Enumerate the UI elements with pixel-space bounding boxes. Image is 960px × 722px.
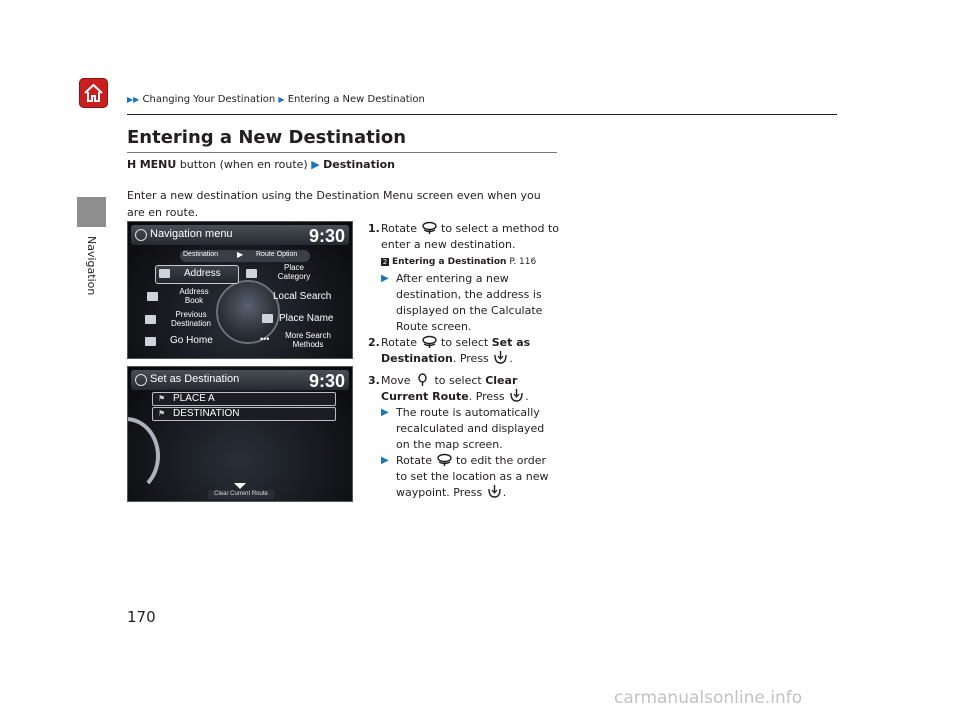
breadcrumb-item-changing-destination[interactable]: Changing Your Destination (142, 94, 276, 105)
route-row-destination[interactable] (152, 407, 336, 421)
step-number: 3. (368, 374, 380, 387)
move-dial-icon (414, 373, 431, 387)
section-label: Navigation (85, 236, 98, 296)
clear-current-route-button[interactable] (208, 490, 274, 499)
set-as-destination-screen (127, 366, 353, 502)
step-text: Move (381, 374, 414, 387)
breadcrumb (127, 94, 425, 105)
nav-icon (135, 229, 147, 241)
step-text: . Press (468, 390, 509, 403)
screen-title: Set as Destination (150, 373, 240, 385)
menu-path-target: Destination (323, 158, 395, 171)
step-3-result-1 (368, 405, 560, 453)
navigation-menu-screen (127, 221, 353, 359)
destination-flag-icon: ⚑ (158, 409, 166, 418)
watermark: carmanualsonline.info (614, 688, 803, 708)
step-number: 2. (368, 336, 380, 349)
page-number: 170 (127, 608, 156, 626)
procedure-steps (368, 221, 560, 501)
menu-key-label: MENU (139, 158, 177, 171)
section-tab-marker (77, 197, 106, 227)
intro-paragraph: Enter a new destination using the Destination Menu screen even when you are en route. (127, 189, 541, 219)
cross-reference-icon: 2 (382, 258, 388, 266)
step-text: Rotate (381, 336, 421, 349)
rotate-dial-icon (421, 335, 438, 349)
step-target: Set as Destination (381, 336, 531, 365)
clock: 9:30 (308, 371, 345, 391)
breadcrumb-arrow-icon: ▶▶ (127, 95, 140, 104)
press-dial-icon (492, 351, 509, 365)
waypoint-flag-icon: ⚑ (158, 394, 166, 403)
cross-reference[interactable] (381, 255, 560, 269)
more-dots-icon: ••• (260, 334, 270, 344)
tab-route-option[interactable]: Route Option (256, 251, 298, 258)
tab-arrow-icon: ▶ (237, 250, 244, 259)
breadcrumb-item-entering-new-destination[interactable]: Entering a New Destination (287, 94, 425, 105)
route-row-label: DESTINATION (173, 408, 240, 419)
press-dial-icon (508, 389, 525, 403)
step-text: . (525, 390, 529, 403)
place-category-icon (246, 269, 257, 278)
clear-current-route-label: Clear Current Route (214, 491, 268, 497)
rotate-dial-icon (436, 453, 453, 467)
place-category-option[interactable]: Place Category (277, 263, 311, 281)
breadcrumb-arrow-icon: ▶ (278, 95, 285, 104)
home-icon (83, 83, 104, 103)
tab-destination[interactable]: Destination (183, 251, 219, 258)
home-button[interactable] (79, 78, 108, 108)
more-search-methods-option[interactable]: More Search Methods (285, 331, 331, 349)
menu-path-text: button (when en route) (176, 158, 312, 171)
step-text: . (509, 352, 513, 365)
press-dial-icon (486, 485, 503, 499)
screen-header (131, 225, 349, 245)
step-3-result-2 (368, 453, 560, 501)
screen-header (131, 370, 349, 390)
address-icon (159, 269, 170, 278)
menu-path-arrow-icon: ▶ (311, 158, 320, 171)
result-text: After entering a new destination, the address is displayed on the Calculate Route screen. (396, 272, 543, 333)
place-name-option[interactable]: Place Name (279, 313, 334, 324)
result-text: to edit the order to set the location as a new waypoint. Press (396, 454, 549, 499)
step-1 (368, 221, 560, 253)
step-text: to select (431, 374, 486, 387)
result-text: The route is automatically recalculated and displayed on the map screen. (396, 406, 545, 451)
scroll-down-icon (234, 483, 246, 489)
result-arrow-icon: ▶ (381, 273, 389, 284)
nav-icon (135, 374, 147, 386)
rotate-dial-icon (421, 221, 438, 235)
result-arrow-icon: ▶ (381, 455, 389, 466)
step-2 (368, 335, 560, 367)
result-text: Rotate (396, 454, 436, 467)
step-text: to select a method to enter a new destination. (381, 222, 559, 251)
cross-reference-page: P. 116 (506, 257, 537, 267)
step-target: Clear Current Route (381, 374, 518, 403)
screen-title: Navigation menu (150, 228, 233, 240)
go-home-option[interactable]: Go Home (170, 335, 213, 346)
title-rule (127, 152, 557, 153)
address-book-option[interactable]: Address Book (179, 287, 209, 305)
step-1-result (368, 271, 560, 335)
step-text: to select (437, 336, 492, 349)
route-row-place-a[interactable] (152, 392, 336, 406)
local-search-option[interactable]: Local Search (273, 291, 332, 302)
step-text: . Press (452, 352, 493, 365)
previous-destination-option[interactable]: Previous Destination (170, 310, 212, 328)
step-3 (368, 373, 560, 405)
menu-key-icon: H (127, 158, 137, 171)
cross-reference-label: Entering a Destination (392, 257, 507, 267)
route-row-label: PLACE A (173, 393, 215, 404)
page-title: Entering a New Destination (127, 127, 407, 148)
header-rule (127, 114, 837, 115)
previous-destination-icon (145, 315, 156, 324)
go-home-icon (145, 337, 156, 346)
result-arrow-icon: ▶ (381, 407, 389, 418)
clock: 9:30 (308, 226, 345, 246)
step-number: 1. (368, 222, 380, 235)
step-text: Rotate (381, 222, 421, 235)
address-book-icon (147, 292, 158, 301)
address-label: Address (184, 268, 221, 279)
place-name-icon (262, 314, 273, 323)
result-text: . (502, 486, 507, 499)
interface-dial-icon (216, 280, 280, 344)
menu-path (127, 158, 395, 171)
